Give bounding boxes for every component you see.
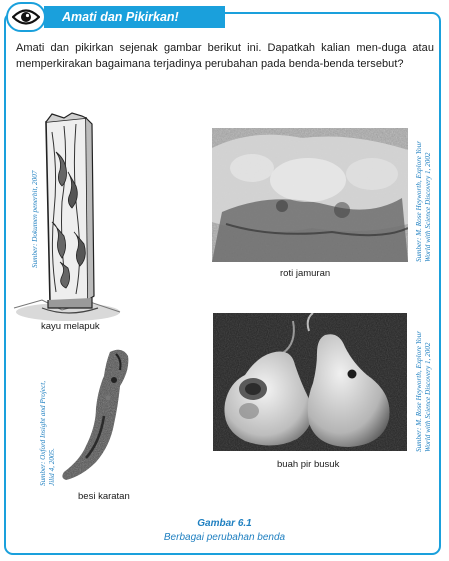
rotten-pears-image xyxy=(213,313,407,451)
caption-iron: besi karatan xyxy=(78,491,130,502)
caption-pears: buah pir busuk xyxy=(277,459,340,470)
rusty-iron-image xyxy=(56,346,146,484)
credit-line: Sumber: M. Rose Heyworth, Explore Your xyxy=(415,330,423,452)
credit-line: Sumber: M. Rose Heyworth, Explore Your xyxy=(415,140,423,262)
eye-icon xyxy=(6,2,46,32)
photo-credit-wood: Sumber: Dokumen penerbit, 2007 xyxy=(31,170,39,268)
credit-line: Sumber: Oxford Insight and Project, xyxy=(39,380,47,486)
section-header xyxy=(44,6,225,28)
caption-bread: roti jamuran xyxy=(280,268,331,279)
photo-credit-bread xyxy=(415,141,432,262)
photo-credit-iron xyxy=(39,381,56,486)
figure-title: Berbagai perubahan benda xyxy=(163,532,286,543)
moldy-bread-image xyxy=(212,128,408,262)
credit-line: World with Science Discovery 1, 2002 xyxy=(423,152,432,262)
decaying-wood-image xyxy=(12,112,124,324)
section-title: Amati dan Pikirkan! xyxy=(62,10,179,24)
intro-paragraph: Amati dan pikirkan sejenak gambar berikut ini. Dapatkah kalian men-duga atau memperkirakan bagaimana terjadinya perubahan pada benda-benda tersebut? xyxy=(16,42,434,70)
figure-number: Gambar 6.1 xyxy=(197,518,252,529)
credit-line: World with Science Discovery 1, 2002 xyxy=(423,342,432,452)
credit-line: Jilid 4, 2005. xyxy=(47,448,56,486)
caption-wood: kayu melapuk xyxy=(41,321,100,332)
photo-credit-pears xyxy=(415,331,432,452)
